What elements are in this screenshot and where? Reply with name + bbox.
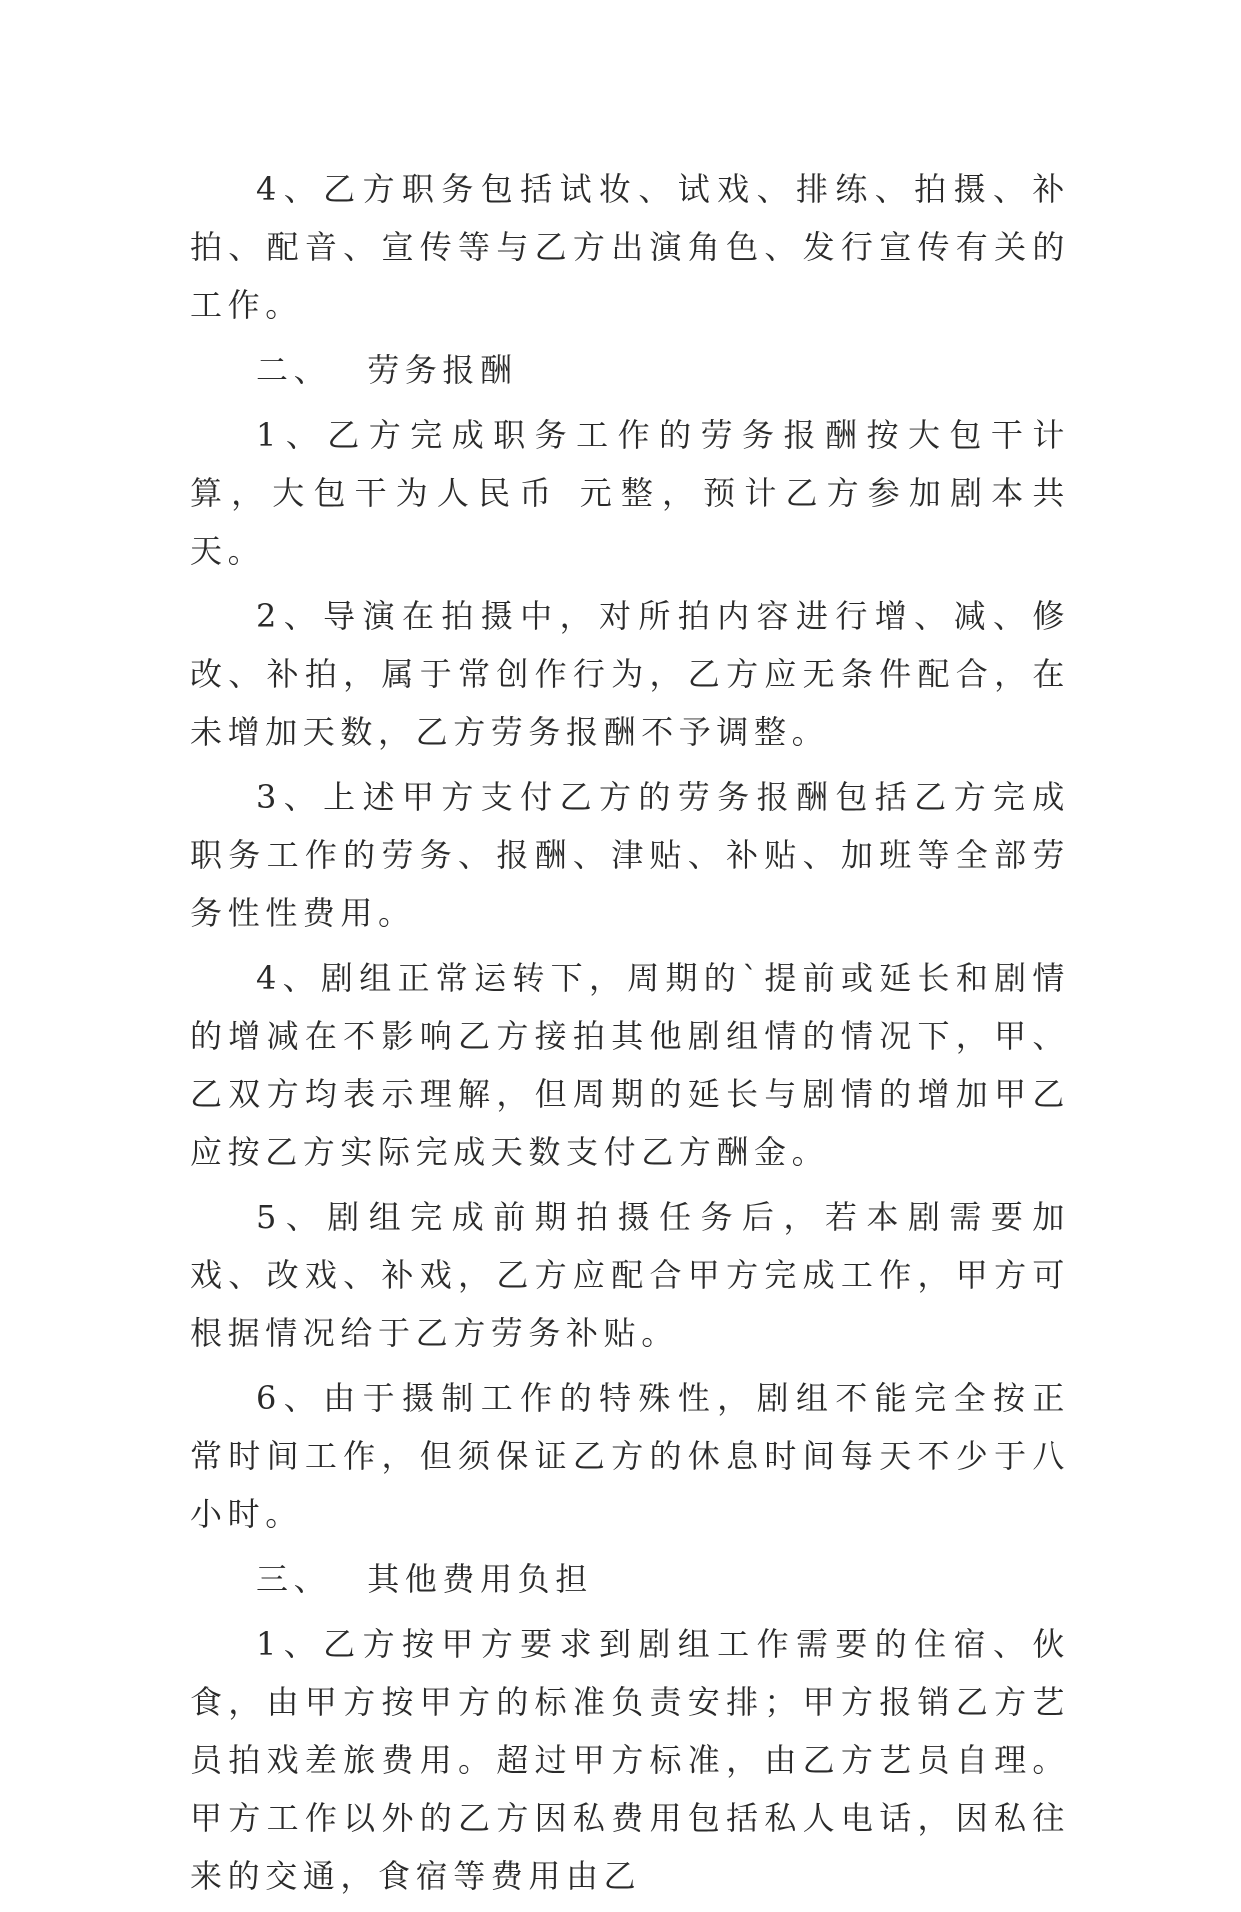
section-title: 其他费用负担	[367, 1560, 593, 1598]
clause-paragraph: 3、上述甲方支付乙方的劳务报酬包括乙方完成职务工作的劳务、报酬、津贴、补贴、加班等全部劳务性性费用。	[190, 778, 1070, 932]
clause-paragraph: 1、乙方完成职务工作的劳务报酬按大包干计算，大包干为人民币 元整，预计乙方参加剧本共 天。	[190, 416, 1070, 570]
clause-paragraph: 5、剧组完成前期拍摄任务后，若本剧需要加戏、改戏、补戏，乙方应配合甲方完成工作，甲方可根据情况给于乙方劳务补贴。	[190, 1198, 1070, 1352]
document-body	[190, 160, 1070, 1912]
section-heading	[190, 341, 1070, 399]
clause-paragraph: 4、乙方职务包括试妆、试戏、排练、拍摄、补拍、配音、宣传等与乙方出演角色、发行宣传有关的工作。	[190, 170, 1070, 324]
clause-paragraph: 2、导演在拍摄中，对所拍内容进行增、减、修改、补拍，属于常创作行为，乙方应无条件配合，在未增加天数，乙方劳务报酬不予调整。	[190, 597, 1070, 751]
clause-paragraph: 4、剧组正常运转下，周期的`提前或延长和剧情的增减在不影响乙方接拍其他剧组情的情况下，甲、乙双方均表示理解，但周期的延长与剧情的增加甲乙应按乙方实际完成天数支付乙方酬金。	[190, 959, 1070, 1171]
clause-paragraph: 6、由于摄制工作的特殊性，剧组不能完全按正常时间工作，但须保证乙方的休息时间每天不少于八小时。	[190, 1379, 1070, 1533]
clause-paragraph: 1、乙方按甲方要求到剧组工作需要的住宿、伙食，由甲方按甲方的标准负责安排；甲方报销乙方艺员拍戏差旅费用。超过甲方标准，由乙方艺员自理。甲方工作以外的乙方因私费用包括私人电话，因私往来的交通，食宿等费用由乙	[190, 1625, 1070, 1895]
section-number: 二、	[256, 351, 332, 389]
section-title: 劳务报酬	[367, 351, 518, 389]
section-number: 三、	[256, 1560, 332, 1598]
section-heading	[190, 1550, 1070, 1608]
